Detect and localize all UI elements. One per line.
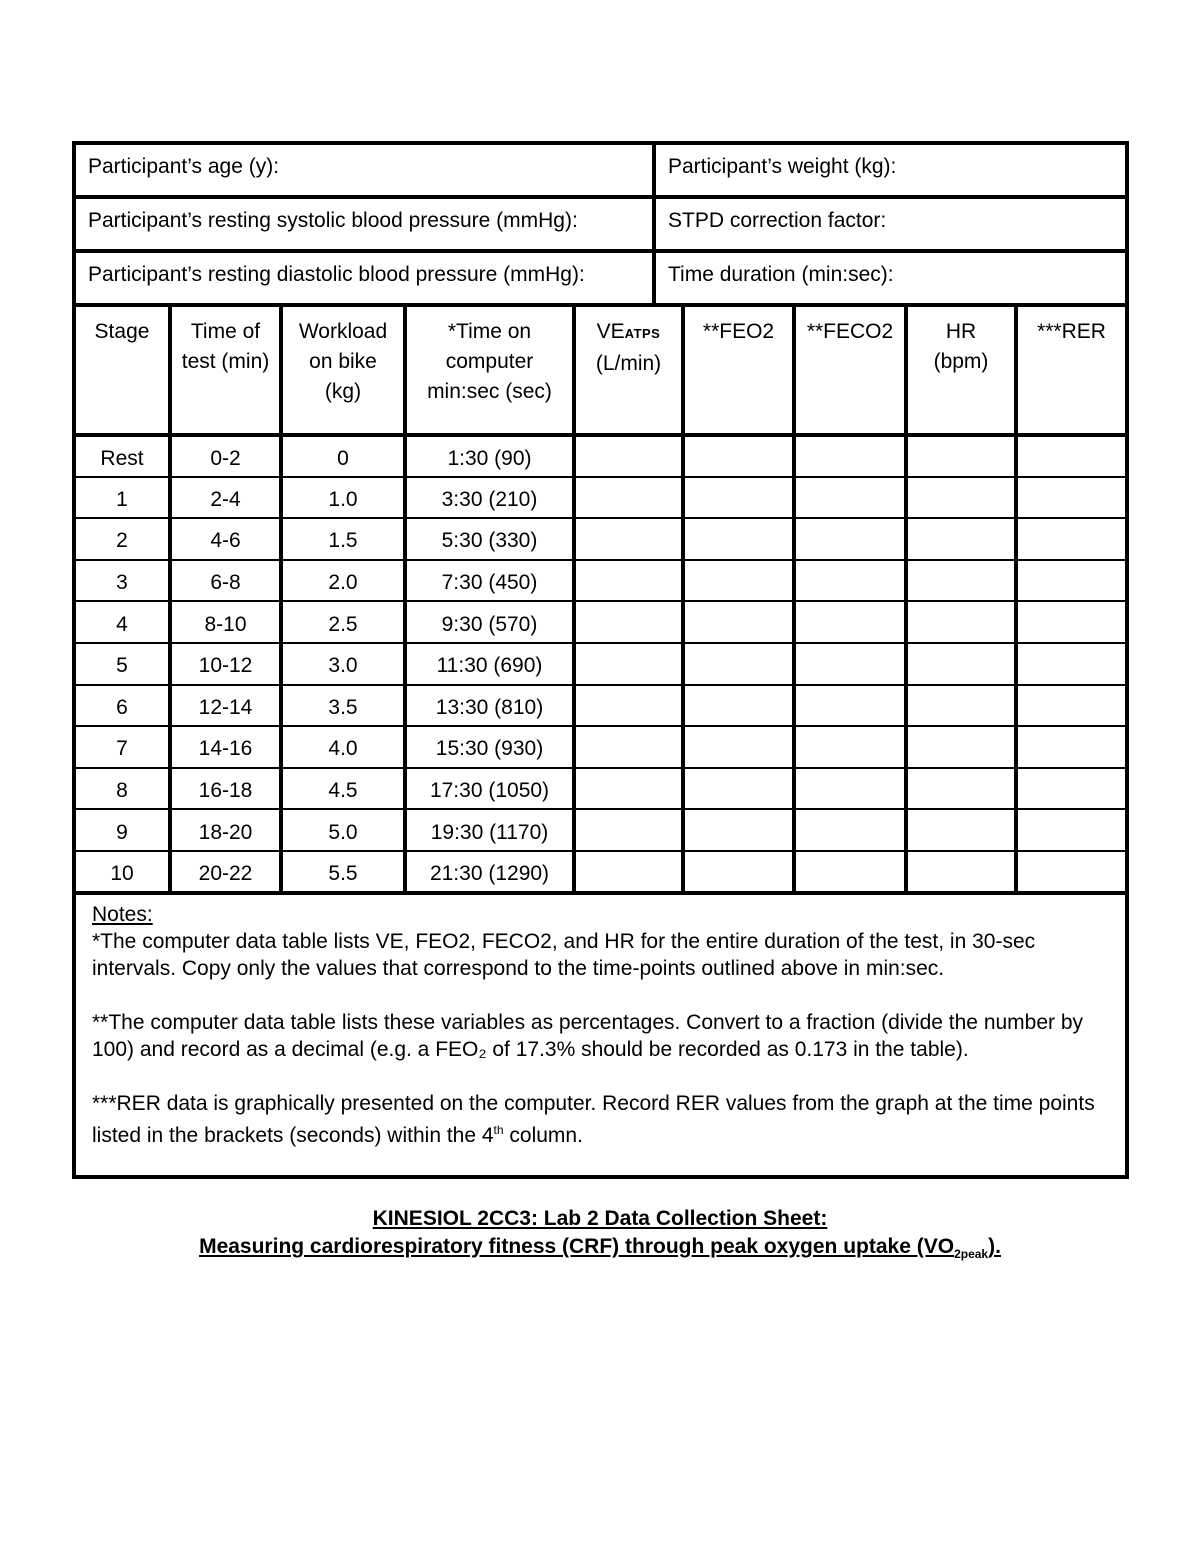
notes-section: [72, 895, 1129, 1179]
rer-entry-cell[interactable]: [1016, 477, 1127, 519]
ve-entry-cell[interactable]: [574, 518, 683, 560]
hr-entry-cell[interactable]: [906, 768, 1016, 810]
rer-entry-cell[interactable]: [1016, 726, 1127, 768]
workload-cell: 3.5: [281, 685, 405, 727]
stage-cell: 10: [74, 851, 170, 893]
ve-entry-cell[interactable]: [574, 809, 683, 851]
feo2-entry-cell[interactable]: [683, 851, 794, 893]
time-cell: 18-20: [170, 809, 281, 851]
diastolic-field[interactable]: [74, 251, 654, 305]
workload-cell: 0: [281, 435, 405, 477]
weight-field[interactable]: [654, 143, 1127, 197]
feo2-entry-cell[interactable]: [683, 601, 794, 643]
rer-entry-cell[interactable]: [1016, 518, 1127, 560]
sheet-subtitle: Measuring cardiorespiratory fitness (CRF) through peak oxygen uptake $(VO_{2peak})$.: [199, 1235, 1001, 1262]
hr-entry-cell[interactable]: [906, 601, 1016, 643]
time-cell: 16-18: [170, 768, 281, 810]
time-cell: 4-6: [170, 518, 281, 560]
note-3: ***RER data is graphically presented on the computer. Record RER values from the graph at the time points listed in the brackets (seconds) within the 4th column.: [92, 1091, 1095, 1147]
computer-time-cell: 15:30 (930): [405, 726, 574, 768]
hr-entry-cell[interactable]: [906, 851, 1016, 893]
time-cell: 14-16: [170, 726, 281, 768]
notes-label: Notes:: [92, 902, 153, 926]
stage-cell: Rest: [74, 435, 170, 477]
workload-cell: 2.0: [281, 560, 405, 602]
hr-entry-cell[interactable]: [906, 685, 1016, 727]
table-row: [74, 560, 1127, 602]
computer-time-cell: 1:30 (90): [405, 435, 574, 477]
workload-cell: 2.5: [281, 601, 405, 643]
hr-entry-cell[interactable]: [906, 477, 1016, 519]
feo2-entry-cell[interactable]: [683, 726, 794, 768]
workload-cell: 4.0: [281, 726, 405, 768]
stpd-field[interactable]: [654, 197, 1127, 251]
feo2-entry-cell[interactable]: [683, 518, 794, 560]
workload-cell: 5.0: [281, 809, 405, 851]
workload-cell: 5.5: [281, 851, 405, 893]
computer-time-cell: 9:30 (570): [405, 601, 574, 643]
feo2-entry-cell[interactable]: [683, 643, 794, 685]
ve-entry-cell[interactable]: [574, 685, 683, 727]
feco2-entry-cell[interactable]: [794, 726, 906, 768]
stage-data-table: [72, 307, 1129, 895]
rer-entry-cell[interactable]: [1016, 851, 1127, 893]
workload-cell: 1.5: [281, 518, 405, 560]
feco2-entry-cell[interactable]: [794, 435, 906, 477]
stage-cell: 1: [74, 477, 170, 519]
feo2-entry-cell[interactable]: [683, 768, 794, 810]
stage-cell: 2: [74, 518, 170, 560]
feo2-entry-cell[interactable]: [683, 435, 794, 477]
computer-time-cell: 17:30 (1050): [405, 768, 574, 810]
time-cell: 2-4: [170, 477, 281, 519]
table-row: [74, 601, 1127, 643]
time-cell: 20-22: [170, 851, 281, 893]
table-row: [74, 851, 1127, 893]
header-hr: HR (bpm): [906, 307, 1016, 435]
stage-cell: 8: [74, 768, 170, 810]
stage-cell: 9: [74, 809, 170, 851]
time-cell: 12-14: [170, 685, 281, 727]
feo2-entry-cell[interactable]: [683, 477, 794, 519]
duration-field[interactable]: [654, 251, 1127, 305]
time-cell: 6-8: [170, 560, 281, 602]
systolic-field[interactable]: [74, 197, 654, 251]
time-cell: 0-2: [170, 435, 281, 477]
computer-time-cell: 3:30 (210): [405, 477, 574, 519]
hr-entry-cell[interactable]: [906, 560, 1016, 602]
workload-cell: 1.0: [281, 477, 405, 519]
header-workload: Workload on bike (kg): [281, 307, 405, 435]
feco2-entry-cell[interactable]: [794, 851, 906, 893]
feco2-entry-cell[interactable]: [794, 768, 906, 810]
age-label: Participant’s age (y):: [88, 155, 280, 178]
hr-entry-cell[interactable]: [906, 643, 1016, 685]
sheet-title-footer: [0, 1205, 1200, 1268]
hr-entry-cell[interactable]: [906, 518, 1016, 560]
note-2: **The computer data table lists these variables as percentages. Convert to a fraction (divide the number by 100) and record as a decimal (e.g. a FEO₂ of 17.3% should be recorded as 0.173 in the table).: [92, 1010, 1084, 1061]
rer-entry-cell[interactable]: [1016, 435, 1127, 477]
computer-time-cell: 19:30 (1170): [405, 809, 574, 851]
table-row: [74, 435, 1127, 477]
computer-time-cell: 7:30 (450): [405, 560, 574, 602]
header-time-of-test: Time of test (min): [170, 307, 281, 435]
header-feco2: **FECO2: [794, 307, 906, 435]
header-stage: Stage: [74, 307, 170, 435]
feco2-entry-cell[interactable]: [794, 685, 906, 727]
sheet-title: KINESIOL 2CC3: Lab 2 Data Collection Sheet:: [372, 1207, 828, 1230]
computer-time-cell: 11:30 (690): [405, 643, 574, 685]
table-row: [74, 768, 1127, 810]
time-cell: 8-10: [170, 601, 281, 643]
rer-entry-cell[interactable]: [1016, 643, 1127, 685]
weight-label: Participant’s weight (kg):: [668, 155, 897, 178]
header-feo2: **FEO2: [683, 307, 794, 435]
header-time-on-computer: *Time on computer min:sec (sec): [405, 307, 574, 435]
duration-label: Time duration (min:sec):: [668, 263, 894, 286]
workload-cell: 4.5: [281, 768, 405, 810]
stage-cell: 3: [74, 560, 170, 602]
stage-cell: 6: [74, 685, 170, 727]
systolic-label: Participant’s resting systolic blood pressure (mmHg):: [88, 209, 578, 232]
diastolic-label: Participant’s resting diastolic blood pressure (mmHg):: [88, 263, 585, 286]
ve-entry-cell[interactable]: [574, 643, 683, 685]
rer-entry-cell[interactable]: [1016, 809, 1127, 851]
computer-time-cell: 13:30 (810): [405, 685, 574, 727]
hr-entry-cell[interactable]: [906, 435, 1016, 477]
stage-cell: 5: [74, 643, 170, 685]
feo2-entry-cell[interactable]: [683, 685, 794, 727]
ve-entry-cell[interactable]: [574, 601, 683, 643]
ve-entry-cell[interactable]: [574, 560, 683, 602]
rer-entry-cell[interactable]: [1016, 685, 1127, 727]
table-row: [74, 685, 1127, 727]
rer-entry-cell[interactable]: [1016, 768, 1127, 810]
ve-entry-cell[interactable]: [574, 477, 683, 519]
computer-time-cell: 5:30 (330): [405, 518, 574, 560]
stpd-label: STPD correction factor:: [668, 209, 887, 232]
feco2-entry-cell[interactable]: [794, 643, 906, 685]
feco2-entry-cell[interactable]: [794, 477, 906, 519]
participant-info-table: [72, 141, 1129, 307]
stage-cell: 7: [74, 726, 170, 768]
table-row: [74, 477, 1127, 519]
ve-entry-cell[interactable]: [574, 768, 683, 810]
workload-cell: 3.0: [281, 643, 405, 685]
stage-cell: 4: [74, 601, 170, 643]
table-row: [74, 809, 1127, 851]
ve-entry-cell[interactable]: [574, 726, 683, 768]
ve-entry-cell[interactable]: [574, 435, 683, 477]
ve-entry-cell[interactable]: [574, 851, 683, 893]
feo2-entry-cell[interactable]: [683, 809, 794, 851]
table-row: [74, 726, 1127, 768]
header-rer: ***RER: [1016, 307, 1127, 435]
rer-entry-cell[interactable]: [1016, 560, 1127, 602]
table-row: [74, 518, 1127, 560]
data-collection-sheet: [72, 141, 1129, 1179]
feo2-entry-cell[interactable]: [683, 560, 794, 602]
feco2-entry-cell[interactable]: [794, 809, 906, 851]
age-field[interactable]: [74, 143, 654, 197]
rer-entry-cell[interactable]: [1016, 601, 1127, 643]
time-cell: 10-12: [170, 643, 281, 685]
feco2-entry-cell[interactable]: [794, 560, 906, 602]
note-1: *The computer data table lists VE, FEO2, FECO2, and HR for the entire duration of the test, in 30-sec intervals. Copy only the values that correspond to the time-points outlined above in min:sec.: [92, 929, 1036, 980]
computer-time-cell: 21:30 (1290): [405, 851, 574, 893]
header-ve: VEATPS (L/min): [574, 307, 683, 435]
feco2-entry-cell[interactable]: [794, 601, 906, 643]
hr-entry-cell[interactable]: [906, 726, 1016, 768]
hr-entry-cell[interactable]: [906, 809, 1016, 851]
table-row: [74, 643, 1127, 685]
feco2-entry-cell[interactable]: [794, 518, 906, 560]
